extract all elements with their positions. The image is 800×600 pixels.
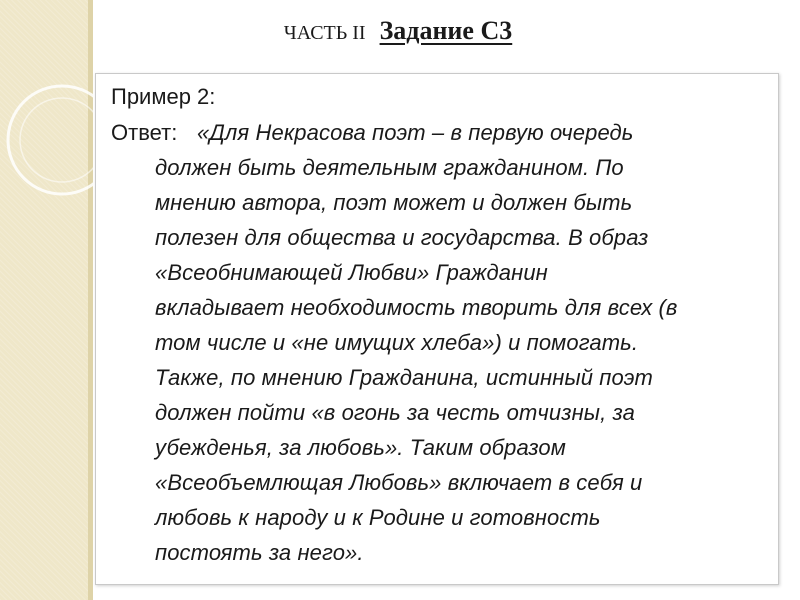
answer-line: «Для Некрасова поэт – в первую очередь bbox=[197, 120, 634, 145]
slide-header bbox=[0, 16, 800, 56]
part-label: ЧАСТЬ II bbox=[283, 22, 366, 44]
example-label: Пример 2: bbox=[111, 84, 216, 109]
answer-line: постоять за него». bbox=[155, 540, 364, 565]
answer-line: полезен для общества и государства. В образ bbox=[155, 225, 649, 250]
answer-line: должен пойти «в огонь за честь отчизны, за bbox=[155, 400, 635, 425]
answer-text bbox=[96, 74, 780, 586]
answer-line: вкладывает необходимость творить для всех (в bbox=[155, 295, 678, 320]
answer-line: том числе и «не имущих хлеба») и помогать. bbox=[155, 330, 639, 355]
answer-line: «Всеобнимающей Любви» Гражданин bbox=[155, 260, 548, 285]
content-box bbox=[95, 73, 779, 585]
task-title: Задание С3 bbox=[379, 16, 513, 45]
answer-line: «Всеобъемлющая Любовь» включает в себя и bbox=[155, 470, 643, 495]
decorative-arc-inner bbox=[20, 98, 104, 182]
answer-line: должен быть деятельным гражданином. По bbox=[155, 155, 624, 180]
answer-line: любовь к народу и к Родине и готовность bbox=[155, 505, 601, 530]
answer-line: Также, по мнению Гражданина, истинный поэт bbox=[155, 365, 653, 390]
answer-line: убежденья, за любовь». Таким образом bbox=[155, 435, 566, 460]
answer-label: Ответ: bbox=[111, 120, 178, 145]
answer-line: мнению автора, поэт может и должен быть bbox=[155, 190, 633, 215]
